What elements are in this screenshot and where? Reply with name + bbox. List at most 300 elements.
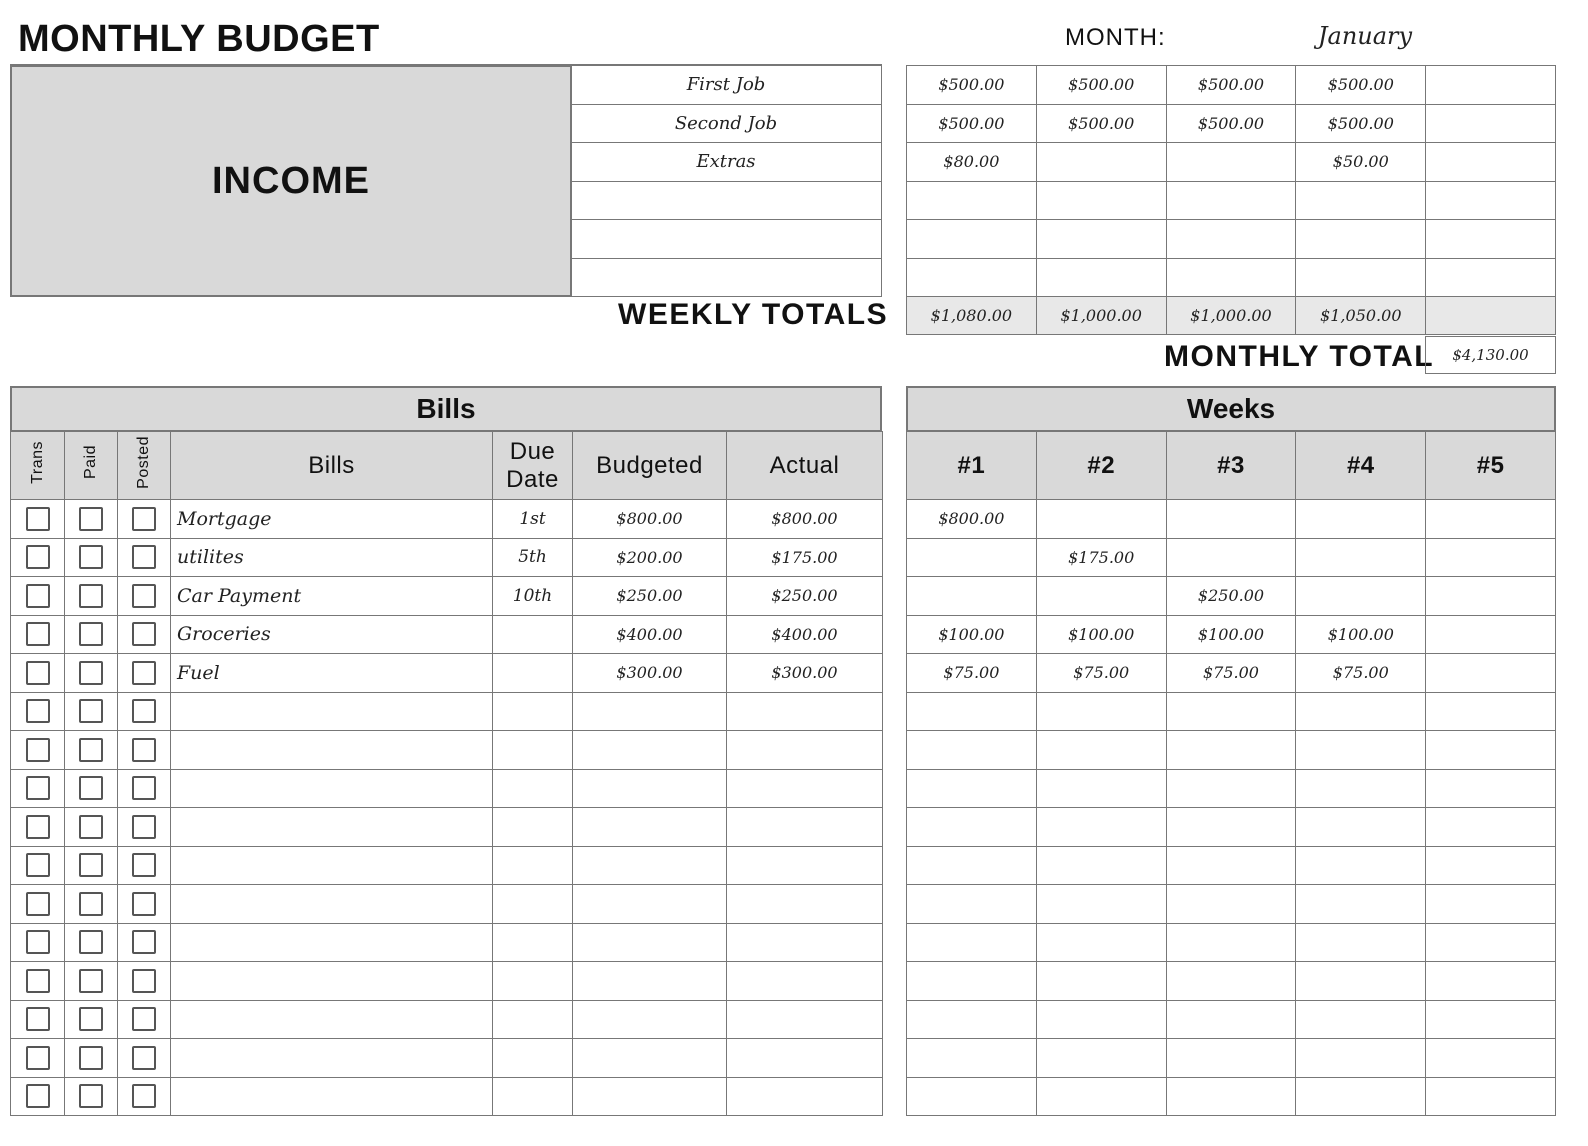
income-weekly-cell[interactable]: $500.00 [1036, 104, 1166, 143]
checkbox-cell [118, 538, 171, 577]
income-source-cell[interactable]: First Job [571, 66, 882, 105]
week-cell[interactable] [1296, 692, 1426, 731]
posted-checkbox[interactable] [132, 622, 156, 646]
bill-actual-cell[interactable] [727, 962, 883, 1001]
bill-due-cell[interactable] [493, 1077, 573, 1116]
income-weekly-cell[interactable] [1296, 258, 1426, 297]
trans-checkbox[interactable] [26, 892, 50, 916]
posted-checkbox[interactable] [132, 507, 156, 531]
bill-name-cell[interactable]: Fuel [171, 654, 493, 693]
income-weekly-row [907, 66, 1556, 105]
col-trans-label: Trans [28, 440, 46, 484]
bill-due-cell[interactable] [493, 923, 573, 962]
bill-actual-cell[interactable]: $800.00 [727, 500, 883, 539]
checkbox-cell [118, 808, 171, 847]
week-cell[interactable] [907, 731, 1037, 770]
week-cell[interactable] [1296, 500, 1426, 539]
week-cell[interactable] [1166, 1039, 1296, 1078]
income-weekly-row [907, 104, 1556, 143]
bill-actual-cell[interactable] [727, 846, 883, 885]
week-row [907, 962, 1556, 1001]
bill-due-cell[interactable] [493, 885, 573, 924]
income-panel [10, 65, 572, 297]
checkbox-cell [11, 769, 65, 808]
page-title: MONTHLY BUDGET [18, 18, 380, 60]
income-weekly-table [906, 65, 1556, 335]
weekly-totals-label: WEEKLY TOTALS [618, 298, 889, 331]
bill-name-cell[interactable] [171, 846, 493, 885]
income-source-row [571, 181, 882, 220]
bill-due-cell[interactable] [493, 1039, 573, 1078]
week-cell[interactable] [1426, 885, 1556, 924]
bill-actual-cell[interactable]: $400.00 [727, 615, 883, 654]
week-cell[interactable] [907, 923, 1037, 962]
paid-checkbox[interactable] [79, 584, 103, 608]
week-cell[interactable] [1036, 885, 1166, 924]
checkbox-cell [118, 1000, 171, 1039]
bill-name-cell[interactable] [171, 808, 493, 847]
checkbox-cell [11, 654, 65, 693]
paid-checkbox[interactable] [79, 815, 103, 839]
bill-budgeted-cell[interactable]: $300.00 [573, 654, 727, 693]
bill-actual-cell[interactable] [727, 1000, 883, 1039]
trans-checkbox[interactable] [26, 699, 50, 723]
bill-budgeted-cell[interactable] [573, 808, 727, 847]
income-weekly-cell[interactable] [1426, 143, 1556, 182]
week-column-header: #3 [1166, 432, 1296, 500]
week-cell[interactable] [1426, 962, 1556, 1001]
paid-checkbox[interactable] [79, 545, 103, 569]
paid-checkbox[interactable] [79, 776, 103, 800]
week-cell[interactable] [1426, 1039, 1556, 1078]
income-weekly-cell[interactable] [1296, 181, 1426, 220]
week-cell[interactable] [1426, 846, 1556, 885]
bill-budgeted-cell[interactable] [573, 731, 727, 770]
week-cell[interactable] [907, 538, 1037, 577]
bill-due-cell[interactable]: 10th [493, 577, 573, 616]
week-column-header: #5 [1426, 432, 1556, 500]
checkbox-cell [65, 538, 118, 577]
paid-checkbox[interactable] [79, 622, 103, 646]
bill-actual-cell[interactable] [727, 1039, 883, 1078]
posted-checkbox[interactable] [132, 661, 156, 685]
trans-checkbox[interactable] [26, 507, 50, 531]
bill-budgeted-cell[interactable]: $400.00 [573, 615, 727, 654]
week-cell[interactable] [1426, 538, 1556, 577]
bill-due-cell[interactable] [493, 962, 573, 1001]
week-cell[interactable]: $75.00 [1166, 654, 1296, 693]
weekly-totals-row [907, 297, 1556, 335]
income-weekly-cell[interactable] [1296, 220, 1426, 259]
week-cell[interactable] [1426, 654, 1556, 693]
checkbox-cell [65, 808, 118, 847]
checkbox-cell [118, 1039, 171, 1078]
income-weekly-cell[interactable]: $500.00 [907, 104, 1037, 143]
week-cell[interactable] [1036, 808, 1166, 847]
week-cell[interactable] [1296, 538, 1426, 577]
week-cell[interactable]: $75.00 [907, 654, 1037, 693]
checkbox-cell [11, 923, 65, 962]
bill-due-cell[interactable] [493, 808, 573, 847]
week-cell[interactable]: $250.00 [1166, 577, 1296, 616]
posted-checkbox[interactable] [132, 930, 156, 954]
week-cell[interactable]: $75.00 [1036, 654, 1166, 693]
income-weekly-cell[interactable] [1426, 104, 1556, 143]
bill-budgeted-cell[interactable] [573, 923, 727, 962]
income-source-cell[interactable]: Second Job [571, 104, 882, 143]
income-weekly-cell[interactable] [907, 258, 1037, 297]
bill-name-cell[interactable] [171, 923, 493, 962]
week-cell[interactable] [907, 962, 1037, 1001]
week-cell[interactable]: $800.00 [907, 500, 1037, 539]
bill-due-cell[interactable] [493, 1000, 573, 1039]
week-cell[interactable] [907, 846, 1037, 885]
trans-checkbox[interactable] [26, 622, 50, 646]
posted-checkbox[interactable] [132, 699, 156, 723]
income-weekly-cell[interactable] [1166, 220, 1296, 259]
checkbox-cell [11, 1077, 65, 1116]
bill-name-cell[interactable] [171, 1039, 493, 1078]
checkbox-cell [65, 577, 118, 616]
bill-due-cell[interactable] [493, 769, 573, 808]
income-weekly-cell[interactable]: $500.00 [1166, 66, 1296, 105]
posted-checkbox[interactable] [132, 776, 156, 800]
monthly-total-label: MONTHLY TOTAL [1164, 340, 1435, 373]
income-weekly-cell[interactable] [1036, 220, 1166, 259]
week-cell[interactable] [907, 769, 1037, 808]
week-cell[interactable] [1426, 1077, 1556, 1116]
week-cell[interactable] [1426, 731, 1556, 770]
week-cell[interactable] [1296, 1000, 1426, 1039]
bill-name-cell[interactable] [171, 1000, 493, 1039]
checkbox-cell [65, 731, 118, 770]
week-cell[interactable] [1166, 500, 1296, 539]
bill-budgeted-cell[interactable] [573, 769, 727, 808]
checkbox-cell [118, 654, 171, 693]
week-row [907, 769, 1556, 808]
trans-checkbox[interactable] [26, 776, 50, 800]
bill-actual-cell[interactable] [727, 885, 883, 924]
income-weekly-row [907, 220, 1556, 259]
trans-checkbox[interactable] [26, 930, 50, 954]
checkbox-cell [65, 1039, 118, 1078]
bill-row [11, 538, 883, 577]
bill-due-cell[interactable] [493, 615, 573, 654]
week-cell[interactable] [1166, 1000, 1296, 1039]
bill-row [11, 808, 883, 847]
bill-actual-cell[interactable]: $175.00 [727, 538, 883, 577]
income-label: INCOME [212, 159, 370, 202]
income-weekly-cell[interactable]: $50.00 [1296, 143, 1426, 182]
week-row [907, 808, 1556, 847]
week-cell[interactable] [907, 577, 1037, 616]
bill-budgeted-cell[interactable] [573, 962, 727, 1001]
income-weekly-cell[interactable] [1166, 143, 1296, 182]
week-cell[interactable]: $100.00 [1296, 615, 1426, 654]
week-cell[interactable] [1166, 808, 1296, 847]
week-cell[interactable]: $100.00 [1166, 615, 1296, 654]
week-cell[interactable] [1036, 1077, 1166, 1116]
checkbox-cell [11, 692, 65, 731]
weeks-section-header [906, 386, 1556, 432]
bill-due-cell[interactable]: 1st [493, 500, 573, 539]
trans-checkbox[interactable] [26, 545, 50, 569]
bill-budgeted-cell[interactable] [573, 692, 727, 731]
week-cell[interactable] [1036, 962, 1166, 1001]
bill-row [11, 1077, 883, 1116]
trans-checkbox[interactable] [26, 1046, 50, 1070]
week-cell[interactable] [1166, 846, 1296, 885]
paid-checkbox[interactable] [79, 507, 103, 531]
bill-budgeted-cell[interactable] [573, 846, 727, 885]
week-cell[interactable] [1426, 769, 1556, 808]
week-cell[interactable] [1166, 538, 1296, 577]
bill-name-cell[interactable]: Groceries [171, 615, 493, 654]
bill-name-cell[interactable] [171, 885, 493, 924]
income-weekly-cell[interactable] [1426, 181, 1556, 220]
paid-checkbox[interactable] [79, 853, 103, 877]
bill-actual-cell[interactable] [727, 769, 883, 808]
income-weekly-cell[interactable] [1166, 181, 1296, 220]
week-cell[interactable] [1296, 885, 1426, 924]
bills-section-header [10, 386, 882, 432]
week-cell[interactable] [1296, 1077, 1426, 1116]
bill-due-cell[interactable] [493, 692, 573, 731]
week-cell[interactable] [1296, 846, 1426, 885]
bill-name-cell[interactable] [171, 1077, 493, 1116]
weekly-total-cell: $1,080.00 [907, 297, 1037, 335]
week-cell[interactable] [1296, 577, 1426, 616]
income-weekly-cell[interactable]: $500.00 [1296, 104, 1426, 143]
bill-name-cell[interactable]: utilites [171, 538, 493, 577]
week-cell[interactable] [907, 885, 1037, 924]
week-cell[interactable] [1036, 846, 1166, 885]
posted-checkbox[interactable] [132, 1046, 156, 1070]
week-cell[interactable]: $75.00 [1296, 654, 1426, 693]
bill-budgeted-cell[interactable]: $200.00 [573, 538, 727, 577]
week-cell[interactable]: $175.00 [1036, 538, 1166, 577]
week-cell[interactable] [907, 808, 1037, 847]
week-cell[interactable] [1166, 692, 1296, 731]
bill-row [11, 500, 883, 539]
week-cell[interactable] [1426, 808, 1556, 847]
income-source-cell[interactable] [571, 220, 882, 259]
checkbox-cell [65, 923, 118, 962]
week-row [907, 885, 1556, 924]
week-cell[interactable] [1036, 1000, 1166, 1039]
income-weekly-cell[interactable] [1426, 66, 1556, 105]
bill-name-cell[interactable]: Mortgage [171, 500, 493, 539]
trans-checkbox[interactable] [26, 738, 50, 762]
week-cell[interactable] [1036, 577, 1166, 616]
bill-name-cell[interactable]: Car Payment [171, 577, 493, 616]
posted-checkbox[interactable] [132, 1007, 156, 1031]
checkbox-cell [65, 615, 118, 654]
bill-actual-cell[interactable] [727, 1077, 883, 1116]
bill-name-cell[interactable] [171, 962, 493, 1001]
checkbox-cell [65, 846, 118, 885]
week-cell[interactable] [1036, 769, 1166, 808]
income-weekly-cell[interactable]: $500.00 [1166, 104, 1296, 143]
week-cell[interactable] [1426, 692, 1556, 731]
week-cell[interactable] [1036, 692, 1166, 731]
week-cell[interactable] [1296, 731, 1426, 770]
bill-actual-cell[interactable]: $300.00 [727, 654, 883, 693]
posted-checkbox[interactable] [132, 815, 156, 839]
week-cell[interactable] [1296, 1039, 1426, 1078]
posted-checkbox[interactable] [132, 853, 156, 877]
week-cell[interactable] [1426, 615, 1556, 654]
trans-checkbox[interactable] [26, 1007, 50, 1031]
week-cell[interactable] [1166, 731, 1296, 770]
bill-actual-cell[interactable]: $250.00 [727, 577, 883, 616]
week-cell[interactable] [1296, 769, 1426, 808]
checkbox-cell [11, 808, 65, 847]
income-weekly-cell[interactable] [907, 181, 1037, 220]
week-cell[interactable] [1166, 769, 1296, 808]
week-cell[interactable] [1036, 1039, 1166, 1078]
posted-checkbox[interactable] [132, 545, 156, 569]
checkbox-cell [65, 885, 118, 924]
checkbox-cell [11, 615, 65, 654]
checkbox-cell [11, 962, 65, 1001]
income-weekly-cell[interactable] [1426, 220, 1556, 259]
bill-due-cell[interactable] [493, 654, 573, 693]
posted-checkbox[interactable] [132, 892, 156, 916]
bill-row [11, 654, 883, 693]
income-weekly-cell[interactable] [907, 220, 1037, 259]
bill-row [11, 769, 883, 808]
bill-row [11, 731, 883, 770]
checkbox-cell [118, 923, 171, 962]
week-cell[interactable] [1296, 923, 1426, 962]
checkbox-cell [11, 538, 65, 577]
income-weekly-cell[interactable]: $80.00 [907, 143, 1037, 182]
income-weekly-cell[interactable] [1036, 181, 1166, 220]
income-weekly-cell[interactable] [1426, 258, 1556, 297]
week-cell[interactable] [1036, 731, 1166, 770]
bill-row [11, 846, 883, 885]
bill-budgeted-cell[interactable] [573, 885, 727, 924]
posted-checkbox[interactable] [132, 1084, 156, 1108]
week-cell[interactable] [907, 692, 1037, 731]
income-weekly-cell[interactable] [1166, 258, 1296, 297]
week-cell[interactable] [1036, 923, 1166, 962]
trans-checkbox[interactable] [26, 853, 50, 877]
income-source-row [571, 143, 882, 182]
weekly-total-cell: $1,000.00 [1166, 297, 1296, 335]
trans-checkbox[interactable] [26, 815, 50, 839]
bill-budgeted-cell[interactable] [573, 1000, 727, 1039]
week-cell[interactable] [907, 1000, 1037, 1039]
bill-actual-cell[interactable] [727, 692, 883, 731]
weekly-total-cell [1426, 297, 1556, 335]
weeks-table [906, 431, 1556, 1116]
week-cell[interactable] [1166, 962, 1296, 1001]
week-cell[interactable] [1036, 500, 1166, 539]
paid-checkbox[interactable] [79, 1046, 103, 1070]
bill-due-cell[interactable] [493, 846, 573, 885]
week-column-header: #4 [1296, 432, 1426, 500]
paid-checkbox[interactable] [79, 699, 103, 723]
week-cell[interactable] [1166, 923, 1296, 962]
income-source-cell[interactable] [571, 258, 882, 297]
bill-name-cell[interactable] [171, 769, 493, 808]
income-weekly-cell[interactable] [1036, 143, 1166, 182]
checkbox-cell [65, 1000, 118, 1039]
week-cell[interactable] [907, 1077, 1037, 1116]
bill-budgeted-cell[interactable]: $250.00 [573, 577, 727, 616]
week-cell[interactable] [1426, 1000, 1556, 1039]
bill-budgeted-cell[interactable] [573, 1077, 727, 1116]
bill-row [11, 962, 883, 1001]
income-source-cell[interactable]: Extras [571, 143, 882, 182]
paid-checkbox[interactable] [79, 661, 103, 685]
bill-due-cell[interactable] [493, 731, 573, 770]
trans-checkbox[interactable] [26, 969, 50, 993]
week-cell[interactable] [1296, 808, 1426, 847]
week-cell[interactable]: $100.00 [907, 615, 1037, 654]
week-cell[interactable] [1166, 885, 1296, 924]
checkbox-cell [11, 1039, 65, 1078]
week-row [907, 500, 1556, 539]
week-cell[interactable] [907, 1039, 1037, 1078]
week-cell[interactable] [1426, 577, 1556, 616]
paid-checkbox[interactable] [79, 969, 103, 993]
col-bills: Bills [171, 432, 493, 500]
bill-actual-cell[interactable] [727, 808, 883, 847]
col-posted [118, 432, 171, 500]
col-due-date [493, 432, 573, 500]
income-weekly-cell[interactable] [1036, 258, 1166, 297]
trans-checkbox[interactable] [26, 584, 50, 608]
month-value[interactable]: January [1317, 22, 1413, 50]
income-weekly-cell[interactable]: $500.00 [907, 66, 1037, 105]
week-cell[interactable] [1166, 1077, 1296, 1116]
week-column-header: #1 [907, 432, 1037, 500]
paid-checkbox[interactable] [79, 1084, 103, 1108]
week-cell[interactable] [1296, 962, 1426, 1001]
bills-table [10, 431, 883, 1116]
trans-checkbox[interactable] [26, 1084, 50, 1108]
bill-name-cell[interactable] [171, 692, 493, 731]
posted-checkbox[interactable] [132, 969, 156, 993]
paid-checkbox[interactable] [79, 1007, 103, 1031]
paid-checkbox[interactable] [79, 930, 103, 954]
week-cell[interactable] [1426, 500, 1556, 539]
week-row [907, 654, 1556, 693]
paid-checkbox[interactable] [79, 892, 103, 916]
checkbox-cell [65, 692, 118, 731]
checkbox-cell [118, 577, 171, 616]
income-weekly-cell[interactable]: $500.00 [1036, 66, 1166, 105]
bill-name-cell[interactable] [171, 731, 493, 770]
bill-budgeted-cell[interactable] [573, 1039, 727, 1078]
week-cell[interactable] [1426, 923, 1556, 962]
trans-checkbox[interactable] [26, 661, 50, 685]
paid-checkbox[interactable] [79, 738, 103, 762]
posted-checkbox[interactable] [132, 738, 156, 762]
income-source-row [571, 220, 882, 259]
income-weekly-cell[interactable]: $500.00 [1296, 66, 1426, 105]
bill-budgeted-cell[interactable]: $800.00 [573, 500, 727, 539]
bill-actual-cell[interactable] [727, 731, 883, 770]
bill-due-cell[interactable]: 5th [493, 538, 573, 577]
week-cell[interactable]: $100.00 [1036, 615, 1166, 654]
bill-actual-cell[interactable] [727, 923, 883, 962]
posted-checkbox[interactable] [132, 584, 156, 608]
income-source-cell[interactable] [571, 181, 882, 220]
